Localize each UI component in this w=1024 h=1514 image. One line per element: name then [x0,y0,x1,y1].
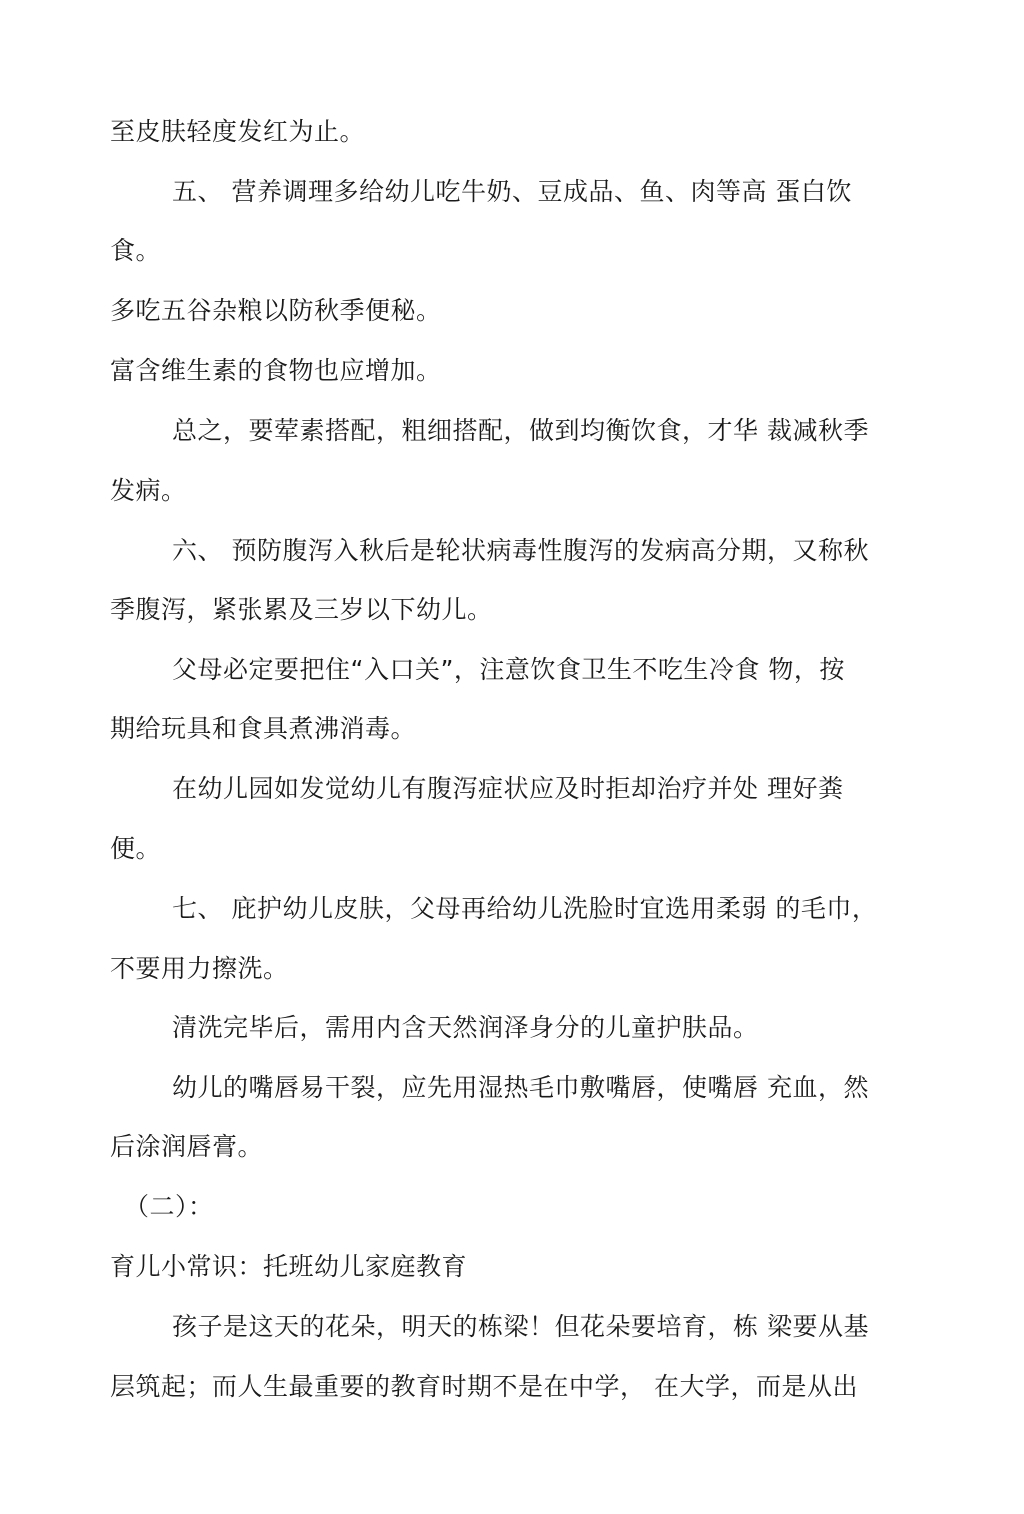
text-line: 不要用力擦洗。 [110,954,289,983]
paragraph-line: 孩子是这天的花朵，明天的栋梁！但花朵要培育，栋 梁要从基 [172,1312,869,1341]
text-line: 多吃五谷杂粮以防秋季便秘。 [110,296,442,325]
text-line: 发病。 [110,476,187,505]
text-line: 季腹泻，紧张累及三岁以下幼儿。 [110,595,493,624]
text-line: 期给玩具和食具煮沸消毒。 [110,714,417,743]
text-line: 层筑起；而人生最重要的教育时期不是在中学， 在大学，而是从出 [110,1372,858,1401]
paragraph-line: 总之，要荤素搭配，粗细搭配，做到均衡饮食，才华 裁减秋季 [172,416,869,445]
text-line: 富含维生素的食物也应增加。 [110,356,442,385]
text-line: 便。 [110,834,162,863]
section-marker: （二）： [124,1192,214,1221]
section-heading: 育儿小常识：托班幼儿家庭教育 [110,1252,468,1281]
text-line: 食。 [110,236,162,265]
paragraph-line: 六、 预防腹泻入秋后是轮状病毒性腹泻的发病高分期，又称秋 [172,536,869,565]
paragraph-line: 幼儿的嘴唇易干裂，应先用湿热毛巾敷嘴唇，使嘴唇 充血，然 [172,1073,869,1102]
paragraph-line: 七、 庇护幼儿皮肤，父母再给幼儿洗脸时宜选用柔弱 的毛巾， [172,894,878,923]
paragraph-line: 清洗完毕后，需用内含天然润泽身分的儿童护肤品。 [172,1013,759,1042]
paragraph-line: 父母必定要把住“入口关”，注意饮食卫生不吃生冷食 物，按 [172,655,845,684]
text-line: 后涂润唇膏。 [110,1132,264,1161]
paragraph-line: 在幼儿园如发觉幼儿有腹泻症状应及时拒却治疗并处 理好粪 [172,774,844,803]
text-line: 至皮肤轻度发红为止。 [110,117,366,146]
paragraph-line: 五、 营养调理多给幼儿吃牛奶、豆成品、鱼、肉等高 蛋白饮 [172,177,852,206]
